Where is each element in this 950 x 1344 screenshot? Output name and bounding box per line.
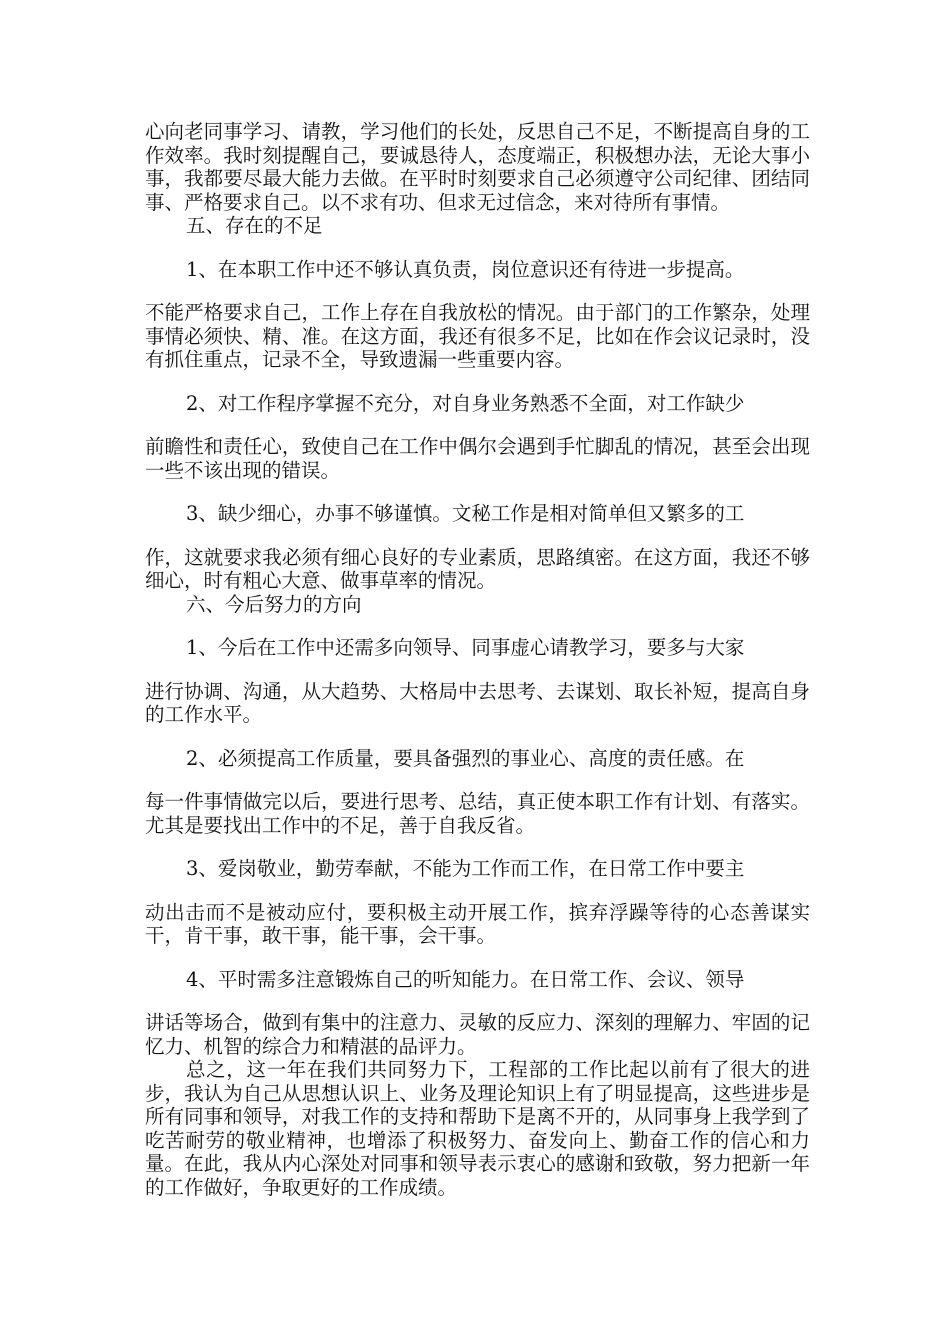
s6-item-2-lead: 2、必须提高工作质量，要具备强烈的事业心、高度的责任感。在 — [186, 746, 745, 770]
s5-item-2-lead: 2、对工作程序掌握不充分，对自身业务熟悉不全面，对工作缺少 — [186, 391, 745, 415]
s6-item-4-body: 讲话等场合，做到有集中的注意力、灵敏的反应力、深刻的理解力、牢固的记忆力、机智的综合力和精湛的品评力。 — [145, 1011, 810, 1058]
s5-item-1-body: 不能严格要求自己，工作上存在自我放松的情况。由于部门的工作繁杂，处理事情必须快、精、准。在这方面，我还有很多不足，比如在作会议记录时，没有抓住重点，记录不全，导致遗漏一些重要内容。 — [145, 301, 810, 371]
s5-item-2-body: 前瞻性和责任心，致使自己在工作中偶尔会遇到手忙脚乱的情况，甚至会出现一些不该出现的错误。 — [145, 435, 810, 482]
s5-item-3-body: 作，这就要求我必须有细心良好的专业素质，思路缜密。在这方面，我还不够细心，时有粗心大意、做事草率的情况。 — [145, 545, 810, 592]
s6-item-3-lead: 3、爱岗敬业，勤劳奉献，不能为工作而工作，在日常工作中要主 — [186, 857, 745, 880]
section-5-heading: 五、存在的不足 — [186, 214, 323, 237]
conclusion-paragraph: 总之，这一年在我们共同努力下，工程部的工作比起以前有了很大的进步，我认为自己从思想认识上、业务及理论知识上有了明显提高，这些进步是所有同事和领导，对我工作的支持和帮助下是离不开的，从同事身上我学到了 吃苦耐劳的敬业精神，也增添了积极努力、奋发向上、勤奋工作的信心和力量。在此，我从内心深处对同事和领导表示衷心的感谢和致敬，努力把新一年的工作做好，争取更好的工作成绩。 — [145, 1058, 810, 1199]
s6-item-2-body: 每一件事情做完以后，要进行思考、总结，真正使本职工作有计划、有落实。尤其是要找出工作中的不足，善于自我反省。 — [145, 790, 810, 837]
document-body — [145, 120, 810, 1199]
s5-item-3-lead: 3、缺少细心，办事不够谨慎。文秘工作是相对简单但又繁多的工 — [186, 502, 745, 525]
section-6-heading: 六、今后努力的方向 — [186, 592, 362, 616]
s6-item-1-lead: 1、今后在工作中还需多向领导、同事虚心请教学习，要多与大家 — [186, 636, 745, 659]
s6-item-3-body: 动出击而不是被动应付，要积极主动开展工作，摈弃浮躁等待的心态善谋实干，肯干事，敢干事，能干事，会干事。 — [145, 900, 810, 947]
intro-paragraph: 心向老同事学习、请教，学习他们的长处，反思自己不足，不断提高自身的工作效率。我时刻提醒自己，要诚恳待人，态度端正，积极想办法，无论大事小事，我都要尽最大能力去做。在平时时刻要求自己必须遵守公司纪律、团结同事、严格要求自己。以不求有功、但求无过信念，来对待所有事情。 — [145, 120, 810, 214]
s5-item-1-lead: 1、在本职工作中还不够认真负责，岗位意识还有待进一步提高。 — [186, 257, 745, 281]
s6-item-1-body: 进行协调、沟通，从大趋势、大格局中去思考、去谋划、取长补短，提高自身的工作水平。 — [145, 679, 810, 726]
s6-item-4-lead: 4、平时需多注意锻炼自己的听知能力。在日常工作、会议、领导 — [186, 967, 745, 991]
